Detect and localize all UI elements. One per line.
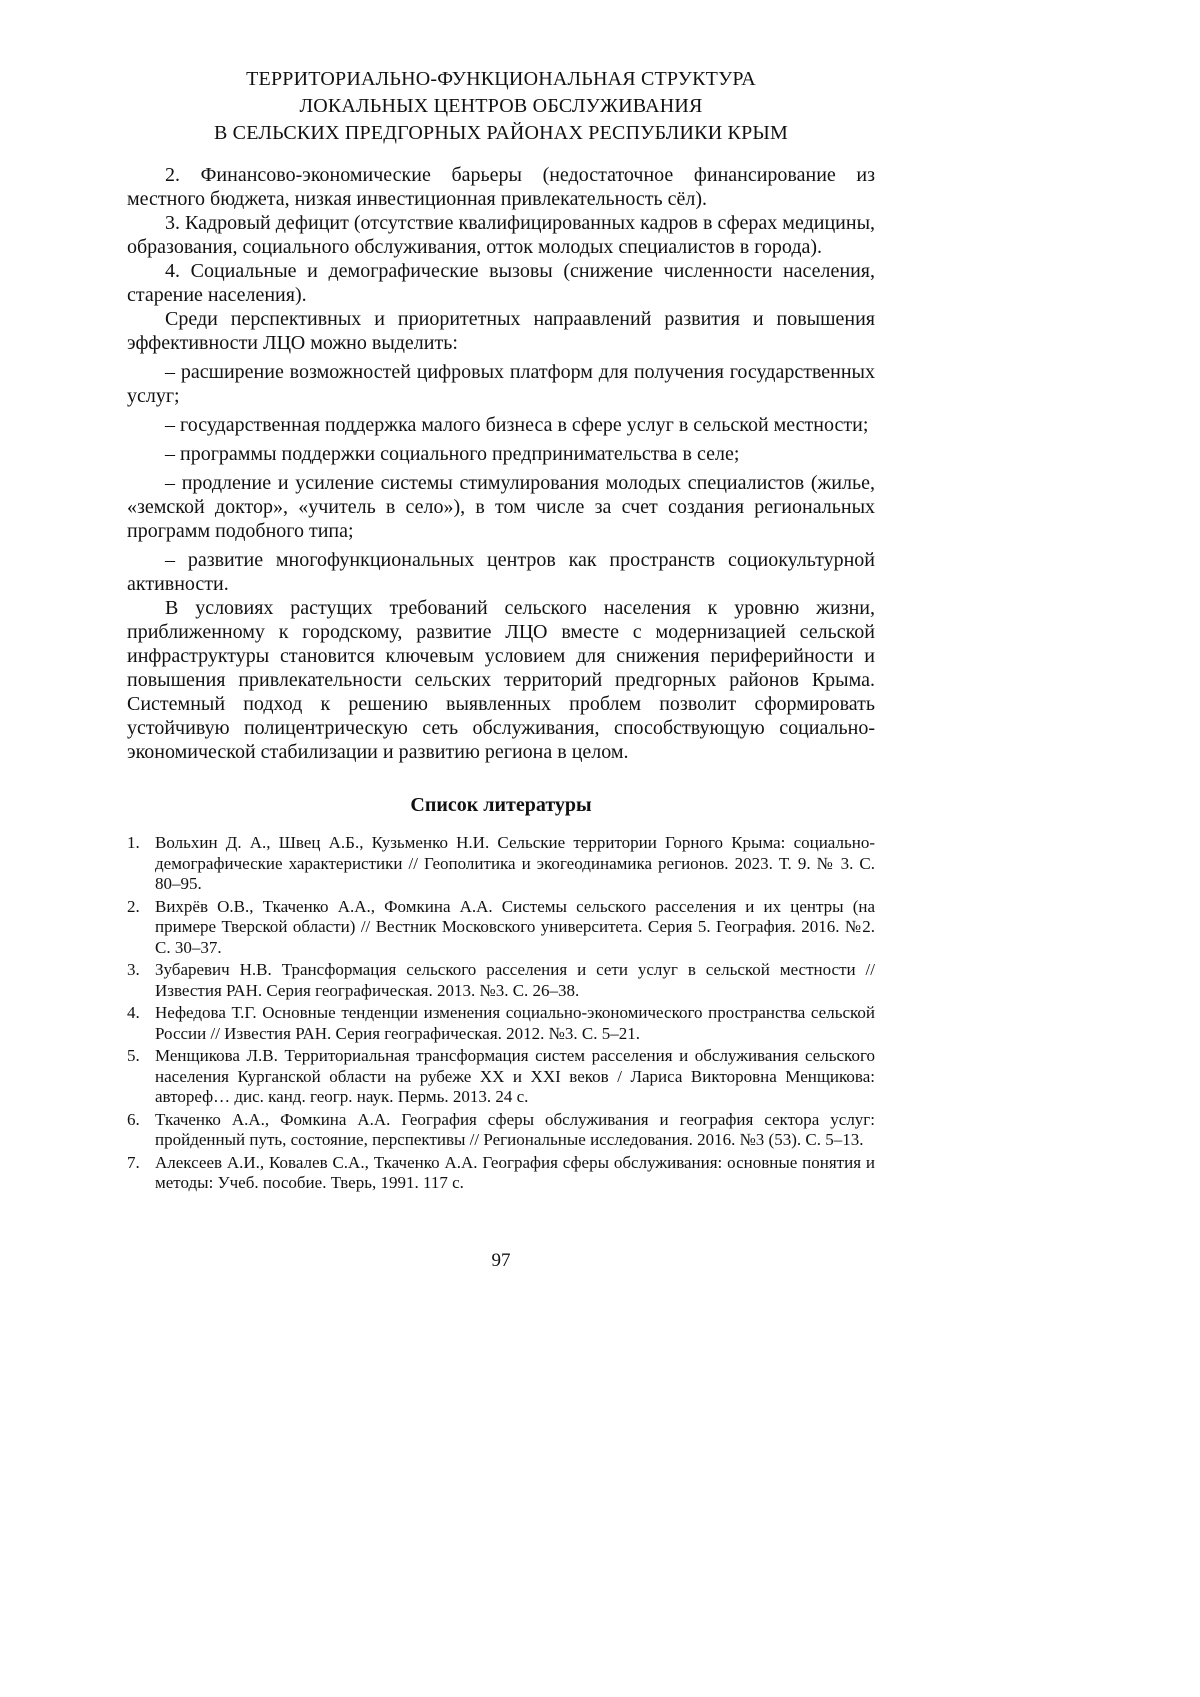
reference-text: Алексеев А.И., Ковалев С.А., Ткаченко А.А. География сферы обслуживания: основные понятия и методы: Учеб. пособие. Тверь, 1991. 117 с. [155,1152,875,1192]
reference-item [127,960,875,1001]
paragraph-directions-intro: Среди перспективных и приоритетных напраавлений развития и повышения эффективности ЛЦО можно выделить: [127,308,875,354]
reference-number: 3. [127,960,140,979]
reference-item [127,1153,875,1194]
reference-number: 2. [127,896,140,916]
reference-number: 7. [127,1152,140,1172]
reference-item [127,1046,875,1108]
paragraph-financial-barriers: 2. Финансово-экономические барьеры (недостаточное финансирование из местного бюджета, низкая инвестиционная привлекательность сёл). [127,164,875,210]
list-item-multifunctional-centers: – развитие многофункциональных центров как пространств социокультурной активности. [127,549,875,595]
reference-number: 4. [127,1003,140,1022]
reference-text: Нефедова Т.Г. Основные тенденции изменения социально-экономического пространства сельской России // Известия РАН. Серия географическая. 2012. №3. С. 5–21. [155,1003,875,1043]
paragraph-staff-deficit: 3. Кадровый дефицит (отсутствие квалифицированных кадров в сферах медицины, образования, социального обслуживания, отток молодых специалистов в города). [127,212,875,258]
references-list [127,833,875,1194]
list-item-small-business: – государственная поддержка малого бизнеса в сфере услуг в сельской местности; [165,414,869,436]
title-line-3: В СЕЛЬСКИХ ПРЕДГОРНЫХ РАЙОНАХ РЕСПУБЛИКИ КРЫМ [213,122,789,144]
reference-number: 5. [127,1046,140,1065]
list-item-social-entrepreneurship: – программы поддержки социального предпринимательства в селе; [165,443,740,465]
title-line-1: ТЕРРИТОРИАЛЬНО-ФУНКЦИОНАЛЬНАЯ СТРУКТУРА [246,68,756,90]
reference-text: Зубаревич Н.В. Трансформация сельского расселения и сети услуг в сельской местности // Известия РАН. Серия географическая. 2013. №3. С. 26–38. [155,960,875,1000]
references-heading: Список литературы [410,794,592,816]
paragraph-social-challenges: 4. Социальные и демографические вызовы (снижение численности населения, старение населения). [127,260,875,306]
reference-text: Менщикова Л.В. Территориальная трансформация систем расселения и обслуживания сельского населения Курганской области на рубеже XX и XXI веков / Лариса Викторовна Менщикова: автореф… дис. канд. геогр. наук. Пермь. 2013. 24 с. [155,1046,875,1106]
title-line-2: ЛОКАЛЬНЫХ ЦЕНТРОВ ОБСЛУЖИВАНИЯ [299,95,703,117]
list-item-digital-platforms: – расширение возможностей цифровых платформ для получения государственных услуг; [127,361,875,407]
development-directions-list [127,360,875,596]
reference-number: 6. [127,1109,140,1129]
page-number: 97 [491,1249,511,1271]
reference-text: Вольхин Д. А., Швец А.Б., Кузьменко Н.И. Сельские территории Горного Крыма: социально-демографические характеристики // Геополитика и экогеодинамика регионов. 2023. Т. 9. № 3. С. 80–95. [155,833,875,893]
reference-item [127,1110,875,1151]
reference-text: Ткаченко А.А., Фомкина А.А. География сферы обслуживания и география сектора услуг: пройденный путь, состояние, перспективы // Региональные исследования. 2016. №3 (53). С. 5–13. [155,1109,875,1149]
reference-item [127,1003,875,1044]
paragraph-conclusion: В условиях растущих требований сельского населения к уровню жизни, приближенному к городскому, развитие ЛЦО вместе с модернизацией сельской инфраструктуры становится ключевым условием для снижения периферийности и повышения привлекательности сельских территорий предгорных районов Крыма. Системный подход к решению выявленных проблем позволит сформировать устойчивую полицентрическую сеть обслуживания, способствующую социально-экономической стабилизации и развитию региона в целом. [127,597,875,763]
list-item-young-specialists: – продление и усиление системы стимулирования молодых специалистов (жилье, «земской доктор», «учитель в село»), в том числе за счет создания региональных программ подобного типа; [127,472,875,542]
reference-number: 1. [127,833,140,852]
page-content [127,66,875,1272]
reference-item [127,897,875,959]
reference-text: Вихрёв О.В., Ткаченко А.А., Фомкина А.А. Системы сельского расселения и их центры (на примере Тверской области) // Вестник Московского университета. Серия 5. География. 2016. №2. С. 30–37. [155,896,875,957]
reference-item [127,833,875,895]
page-title [127,66,875,147]
